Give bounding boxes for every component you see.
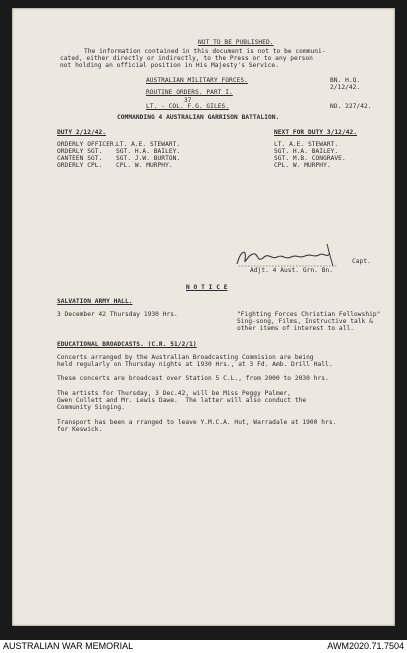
notice-heading: N O T I C E xyxy=(186,284,228,291)
duty-name: SGT. J.W. BURTON. xyxy=(116,155,181,162)
broadcasts-p1-line1: Concerts arranged by the Australian Broadcasting Commision are being xyxy=(57,354,314,361)
restriction-heading: NOT TO BE PUBLISHED. xyxy=(198,39,274,46)
battalion-title: COMMANDING 4 AUSTRALIAN GARRISON BATTALION. xyxy=(117,114,280,121)
duty-role: ORDERLY SGT. xyxy=(57,148,103,155)
orders-title: ROUTINE ORDERS. PART I. xyxy=(146,89,233,96)
notice-line-2: cated, either directly or indirectly, to the Press or to any person xyxy=(60,55,313,62)
duty-next-heading: NEXT FOR DUTY 3/12/42. xyxy=(274,129,358,136)
duty-role: ORDERLY OFFICER. xyxy=(57,141,118,148)
broadcasts-p4-line2: for Keswick. xyxy=(57,426,103,433)
broadcasts-p3-line1: The artists for Thursday, 3 Dec.42, will be Miss Peggy Palmer, xyxy=(57,390,292,397)
broadcasts-p3-line2: Gwen Collett and Mr. Lewis Dawe. The latter will also conduct the xyxy=(57,397,307,404)
signature-rank: Capt. xyxy=(352,258,371,265)
duty-today-heading: DUTY 2/12/42. xyxy=(57,129,107,136)
salvation-desc-1: "Fighting Forces Christian Fellowship" xyxy=(237,311,381,318)
order-date: 2/12/42. xyxy=(330,84,361,91)
broadcasts-p2: These concerts are broadcast over Station 5 C.L., from 2000 to 2030 hrs. xyxy=(57,375,329,382)
source-label: AUSTRALIAN WAR MEMORIAL xyxy=(3,641,134,651)
duty-next-name: SGT. M.B. CONGRAVE. xyxy=(274,155,346,162)
duty-name: LT. A.E. STEWART. xyxy=(116,141,181,148)
salvation-desc-2: Sing-song, Films, Instructive talk & xyxy=(237,318,373,325)
broadcasts-p3-line3: Community Singing. xyxy=(57,404,125,411)
salvation-desc-3: other items of interest to all. xyxy=(237,325,355,332)
broadcasts-p1-line2: held regularly on Thursday nights at 1930 Hrs., at 3 Fd. Amb. Drill Hall. xyxy=(57,361,333,368)
footer-bar xyxy=(0,640,407,653)
force-title: AUSTRALIAN MILITARY FORCES. xyxy=(146,77,248,84)
accession-number: AWM2020.71.7504 xyxy=(327,641,404,651)
notice-line-3: not holding an official position in His Majesty's Service. xyxy=(60,62,279,69)
signature-title: Adjt. 4 Aust. Grn. Bn. xyxy=(250,267,334,274)
order-number: NO. 227/42. xyxy=(330,103,372,110)
salvation-heading: SALVATION ARMY HALL. xyxy=(57,298,133,305)
duty-role: ORDERLY CPL. xyxy=(57,162,103,169)
commander-name: LT. - COL. F.G. GILES. xyxy=(146,103,230,110)
broadcasts-p4-line1: Transport has been a rranged to leave Y.M.C.A. Hut, Warradale at 1900 hrs. xyxy=(57,419,337,426)
duty-name: SGT. H.A. BAILEY. xyxy=(116,148,181,155)
notice-line-1: The information contained in this document is not to be communi- xyxy=(84,48,326,55)
duty-next-name: CPL. W. MURPHY. xyxy=(274,162,331,169)
broadcasts-heading: EDUCATIONAL BROADCASTS. (C.R. 51/2/1) xyxy=(57,341,197,348)
duty-next-name: SGT. H.A. BAILEY. xyxy=(274,148,339,155)
duty-next-name: LT. A.E. STEWART. xyxy=(274,141,339,148)
duty-name: CPL. W. MURPHY. xyxy=(116,162,173,169)
document-page xyxy=(12,8,395,626)
hq-label: BN. H.Q. xyxy=(330,77,361,84)
duty-role: CANTEEN SGT. xyxy=(57,155,103,162)
order-ref: 37 xyxy=(184,97,192,104)
salvation-when: 3 December 42 Thursday 1930 Hrs. xyxy=(57,311,178,318)
